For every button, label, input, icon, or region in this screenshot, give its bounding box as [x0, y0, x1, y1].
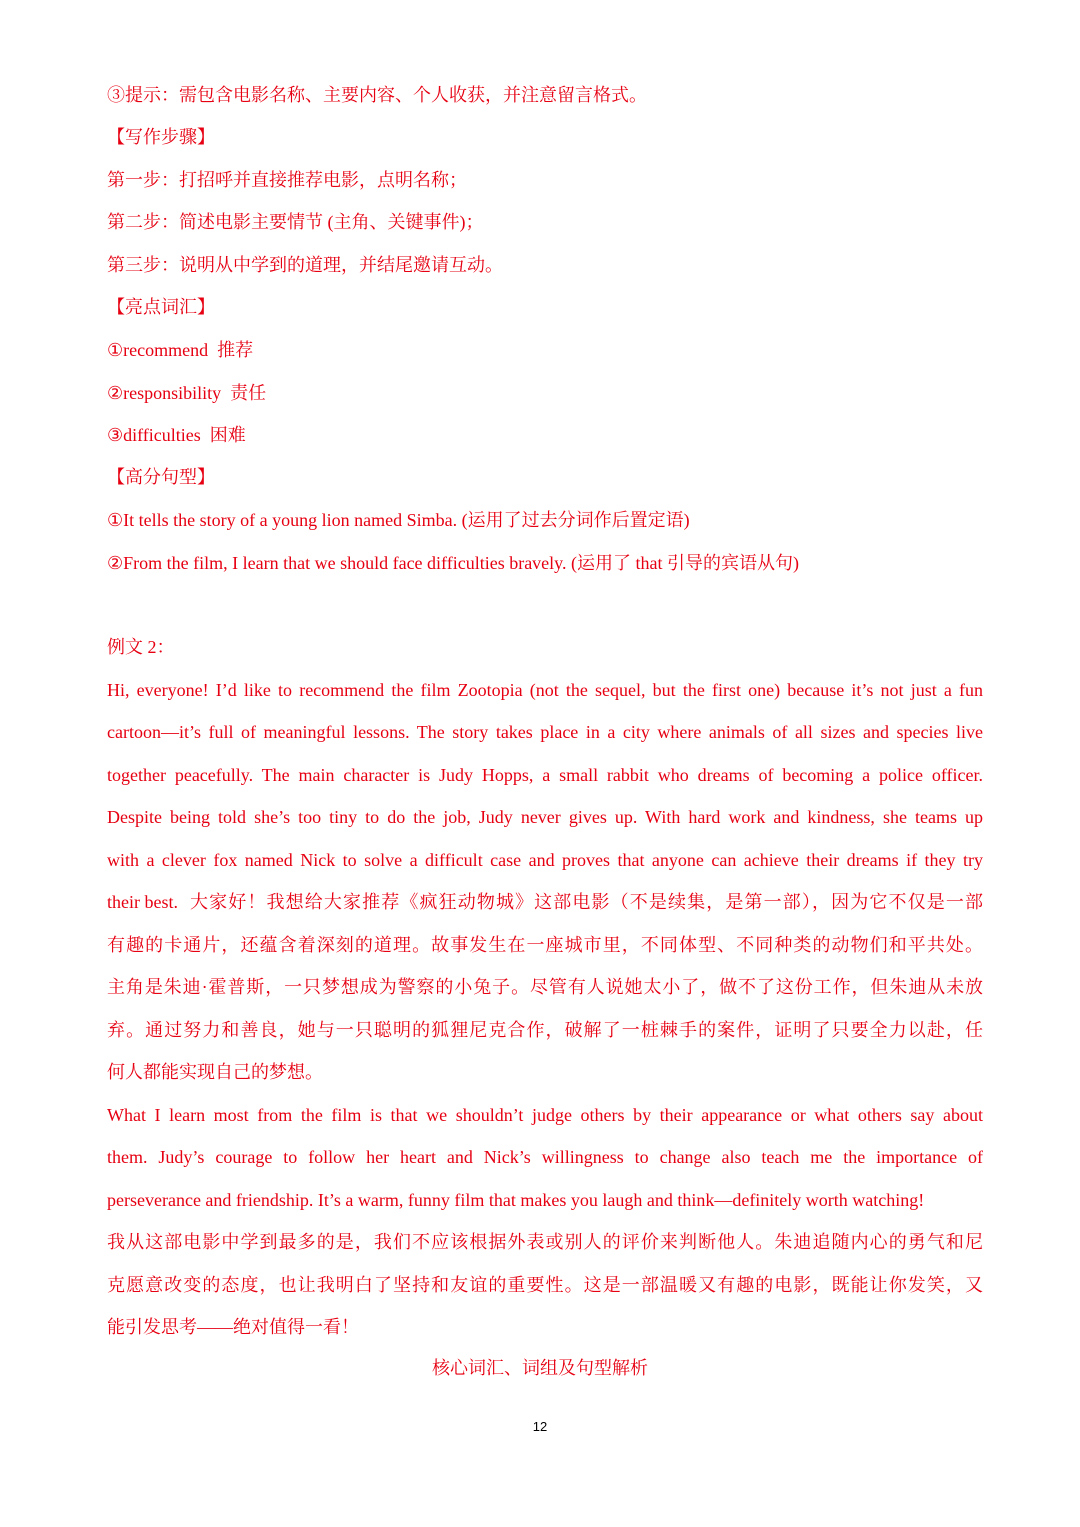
- vocab-item: ①recommend 推荐: [107, 340, 254, 360]
- paragraph-fragment-en: their best.: [107, 892, 178, 912]
- paragraph-line: 我从这部电影中学到最多的是，我们不应该根据外表或别人的评价来判断他人。朱迪追随内心的勇气和尼: [107, 1232, 983, 1252]
- vocab-header: 【亮点词汇】: [107, 297, 215, 317]
- paragraph-line: together peacefully. The main character is Judy Hopps, a small rabbit who dreams of becoming a police officer.: [107, 765, 983, 785]
- sentences-header: 【高分句型】: [107, 467, 215, 487]
- paragraph-line: What I learn most from the film is that we shouldn’t judge others by their appearance or what others say about: [107, 1105, 983, 1125]
- paragraph-line: 主角是朱迪·霍普斯，一只梦想成为警察的小兔子。尽管有人说她太小了，做不了这份工作，但朱迪从未放: [107, 977, 983, 997]
- paragraph-line: 能引发思考——绝对值得一看！: [107, 1317, 359, 1337]
- paragraph-line: 何人都能实现自己的梦想。: [107, 1062, 323, 1082]
- paragraph-line: them. Judy’s courage to follow her heart and Nick’s willingness to change also teach me the importance of: [107, 1147, 983, 1167]
- page-number: 12: [532, 1419, 548, 1434]
- section-title: 核心词汇、词组及句型解析: [432, 1358, 648, 1378]
- paragraph-line: cartoon—it’s full of meaningful lessons. The story takes place in a city where animals of all sizes and species live: [107, 722, 983, 742]
- step-2: 第二步：简述电影主要情节 (主角、关键事件)；: [107, 212, 484, 232]
- example-label: 例文 2：: [107, 637, 175, 657]
- sentence-item: ②From the film, I learn that we should face difficulties bravely. (运用了 that 引导的宾语从句): [107, 553, 799, 573]
- paragraph-line: 有趣的卡通片，还蕴含着深刻的道理。故事发生在一座城市里，不同体型、不同种类的动物们和平共处。: [107, 935, 983, 955]
- paragraph-line: perseverance and friendship. It’s a warm, funny film that makes you laugh and think—definitely worth watching!: [107, 1190, 925, 1210]
- paragraph-line: 弃。通过努力和善良，她与一只聪明的狐狸尼克合作，破解了一桩棘手的案件，证明了只要全力以赴，任: [107, 1020, 983, 1040]
- paragraph-fragment-zh: 大家好！我想给大家推荐《疯狂动物城》这部电影（不是续集，是第一部），因为它不仅是一部: [189, 892, 983, 912]
- sentence-item: ①It tells the story of a young lion named Simba. (运用了过去分词作后置定语): [107, 510, 690, 530]
- mixed-paragraph-line: [107, 881, 983, 924]
- paragraph-line: 克愿意改变的态度，也让我明白了坚持和友谊的重要性。这是一部温暖又有趣的电影，既能让你发笑，又: [107, 1275, 983, 1295]
- paragraph-line: Despite being told she’s too tiny to do the job, Judy never gives up. With hard work and kindness, she teams up: [107, 807, 983, 827]
- step-1: 第一步：打招呼并直接推荐电影，点明名称；: [107, 170, 467, 190]
- vocab-item: ②responsibility 责任: [107, 383, 267, 403]
- paragraph-line: Hi, everyone! I’d like to recommend the film Zootopia (not the sequel, but the first one) because it’s not just a fun: [107, 680, 983, 700]
- vocab-item: ③difficulties 困难: [107, 425, 246, 445]
- step-3: 第三步：说明从中学到的道理，并结尾邀请互动。: [107, 255, 503, 275]
- steps-header: 【写作步骤】: [107, 127, 215, 147]
- hint-line: ③提示：需包含电影名称、主要内容、个人收获，并注意留言格式。: [107, 85, 647, 105]
- paragraph-line: with a clever fox named Nick to solve a difficult case and proves that anyone can achieve their dreams if they try: [107, 850, 983, 870]
